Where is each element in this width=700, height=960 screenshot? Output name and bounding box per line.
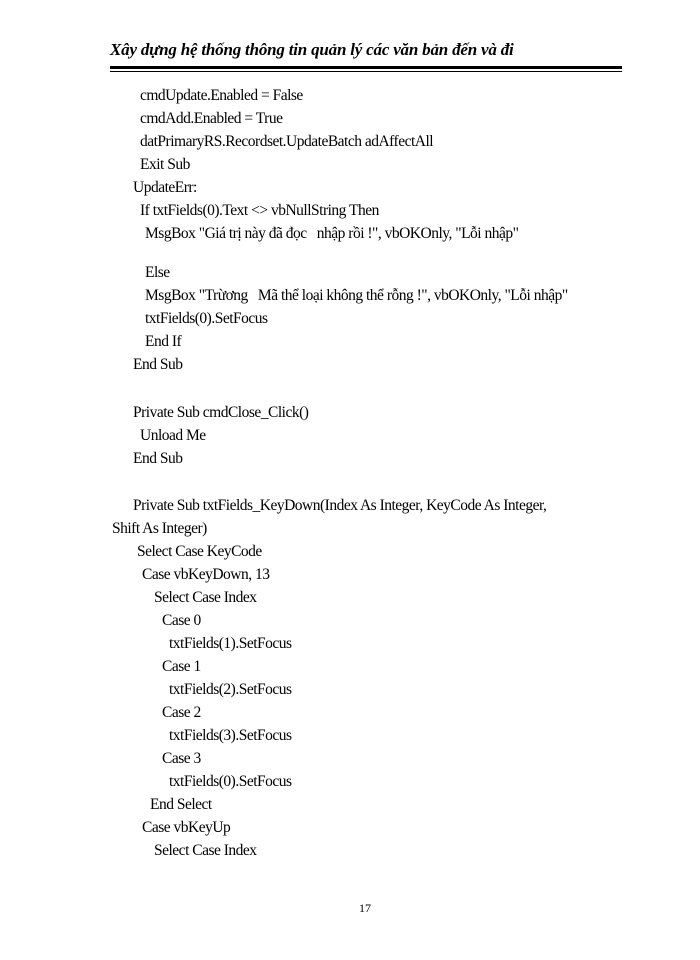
code-line: Select Case Index [154, 842, 257, 859]
code-line: MsgBox "Giá trị này đã đọc nhập rồi !", vbOKOnly, "Lỗi nhập" [145, 225, 519, 242]
code-line: txtFields(3).SetFocus [169, 727, 292, 744]
code-line: If txtFields(0).Text <> vbNullString Then [140, 202, 379, 219]
code-line: datPrimaryRS.Recordset.UpdateBatch adAffectAll [140, 133, 434, 150]
code-line: Case vbKeyUp [142, 819, 231, 836]
code-line: Select Case Index [154, 589, 257, 606]
code-line: Unload Me [140, 427, 206, 444]
code-line: End Select [150, 796, 212, 813]
header-rule-thick [110, 66, 622, 69]
running-header: Xây dựng hệ thống thông tin quản lý các văn bản đến và đi [110, 40, 514, 59]
code-line: Else [145, 264, 170, 281]
code-line: txtFields(0).SetFocus [145, 310, 268, 327]
header-rule-thin [110, 71, 622, 72]
code-line: txtFields(0).SetFocus [169, 773, 292, 790]
code-line: Select Case KeyCode [137, 543, 262, 560]
code-line: cmdUpdate.Enabled = False [140, 87, 303, 104]
code-line: Private Sub cmdClose_Click() [133, 404, 309, 421]
code-line: Case 3 [162, 750, 201, 767]
code-line: Case 0 [162, 612, 201, 629]
code-line: Case 2 [162, 704, 201, 721]
code-line: Private Sub txtFields_KeyDown(Index As Integer, KeyCode As Integer, [133, 497, 547, 514]
page-number: 17 [359, 901, 371, 915]
code-line: cmdAdd.Enabled = True [140, 110, 283, 127]
code-line: txtFields(2).SetFocus [169, 681, 292, 698]
code-line: txtFields(1).SetFocus [169, 635, 292, 652]
code-line: End If [145, 333, 182, 350]
code-line: Shift As Integer) [112, 520, 207, 537]
code-line: MsgBox "Trừơng Mã thể loại không thể rỗng !", vbOKOnly, "Lỗi nhập" [145, 287, 568, 304]
code-line: Case 1 [162, 658, 201, 675]
code-line: Exit Sub [140, 156, 190, 173]
code-line: End Sub [133, 356, 183, 373]
code-line: End Sub [133, 450, 183, 467]
code-line: UpdateErr: [133, 179, 197, 196]
code-line: Case vbKeyDown, 13 [142, 566, 270, 583]
